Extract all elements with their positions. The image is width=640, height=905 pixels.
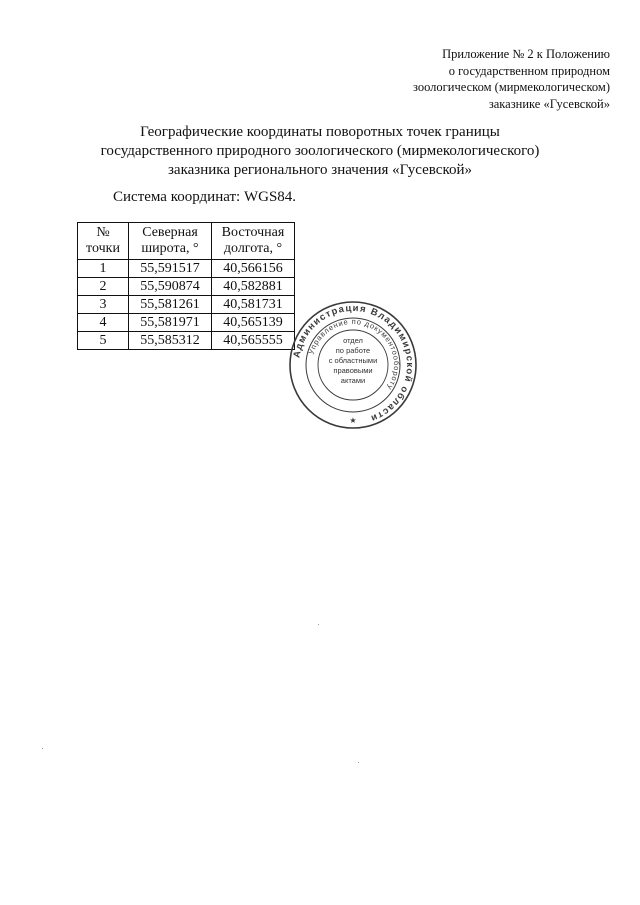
title-line: Географические координаты поворотных точек границы: [140, 124, 500, 140]
longitude-cell: 40,582881: [212, 278, 295, 296]
latitude-cell: 55,590874: [129, 278, 212, 296]
stamp-center-text: [312, 336, 394, 386]
header-point-number: [78, 223, 129, 260]
latitude-cell: 55,591517: [129, 260, 212, 278]
table-row: [78, 332, 295, 350]
table-row: [78, 260, 295, 278]
scan-speck: [318, 624, 319, 625]
stamp-inner-text: Управление по документообороту: [306, 316, 402, 392]
point-number-cell: 4: [78, 314, 129, 332]
longitude-cell: 40,565555: [212, 332, 295, 350]
coordinates-table: [77, 222, 295, 350]
appendix-line: о государственном природном: [448, 63, 610, 78]
longitude-cell: 40,565139: [212, 314, 295, 332]
longitude-cell: 40,566156: [212, 260, 295, 278]
point-number-cell: 5: [78, 332, 129, 350]
stamp-center-line: с областными: [328, 356, 378, 365]
header-text: широта, °: [141, 240, 199, 256]
header-text: №: [96, 225, 110, 240]
title-line: заказника регионального значения «Гусевской»: [167, 162, 472, 178]
stamp-center-line: отдел: [343, 336, 363, 345]
appendix-note: [350, 46, 610, 112]
table-header-row: [78, 223, 295, 260]
stamp-center-line: по работе: [335, 346, 371, 355]
scan-speck: [42, 748, 43, 749]
header-text: Северная: [142, 225, 198, 240]
latitude-cell: 55,585312: [129, 332, 212, 350]
table-row: [78, 278, 295, 296]
point-number-cell: 3: [78, 296, 129, 314]
latitude-cell: 55,581261: [129, 296, 212, 314]
point-number-cell: 1: [78, 260, 129, 278]
table-row: [78, 314, 295, 332]
official-stamp: [288, 300, 418, 430]
header-text: точки: [86, 240, 120, 256]
table-row: [78, 296, 295, 314]
header-longitude: [212, 223, 295, 260]
appendix-line: зоологическом (мирмекологическом): [412, 80, 610, 94]
longitude-cell: 40,581731: [212, 296, 295, 314]
scan-speck: [358, 762, 359, 763]
stamp-star-icon: ★: [349, 416, 357, 425]
header-text: Восточная: [221, 225, 285, 240]
document-title: [0, 123, 640, 180]
stamp-outer-text: Администрация Владимирской области: [291, 302, 416, 425]
latitude-cell: 55,581971: [129, 314, 212, 332]
stamp-center-line: правовыми: [333, 366, 373, 375]
point-number-cell: 2: [78, 278, 129, 296]
header-text: долгота, °: [223, 240, 283, 256]
appendix-line: Приложение № 2 к Положению: [442, 47, 610, 61]
title-line: государственного природного зоологического (мирмекологического): [100, 143, 540, 159]
stamp-center-line: актами: [340, 376, 366, 385]
appendix-line: заказнике «Гусевской»: [488, 96, 610, 111]
coordinate-system-label: Система координат: WGS84.: [113, 189, 297, 205]
header-latitude: [129, 223, 212, 260]
